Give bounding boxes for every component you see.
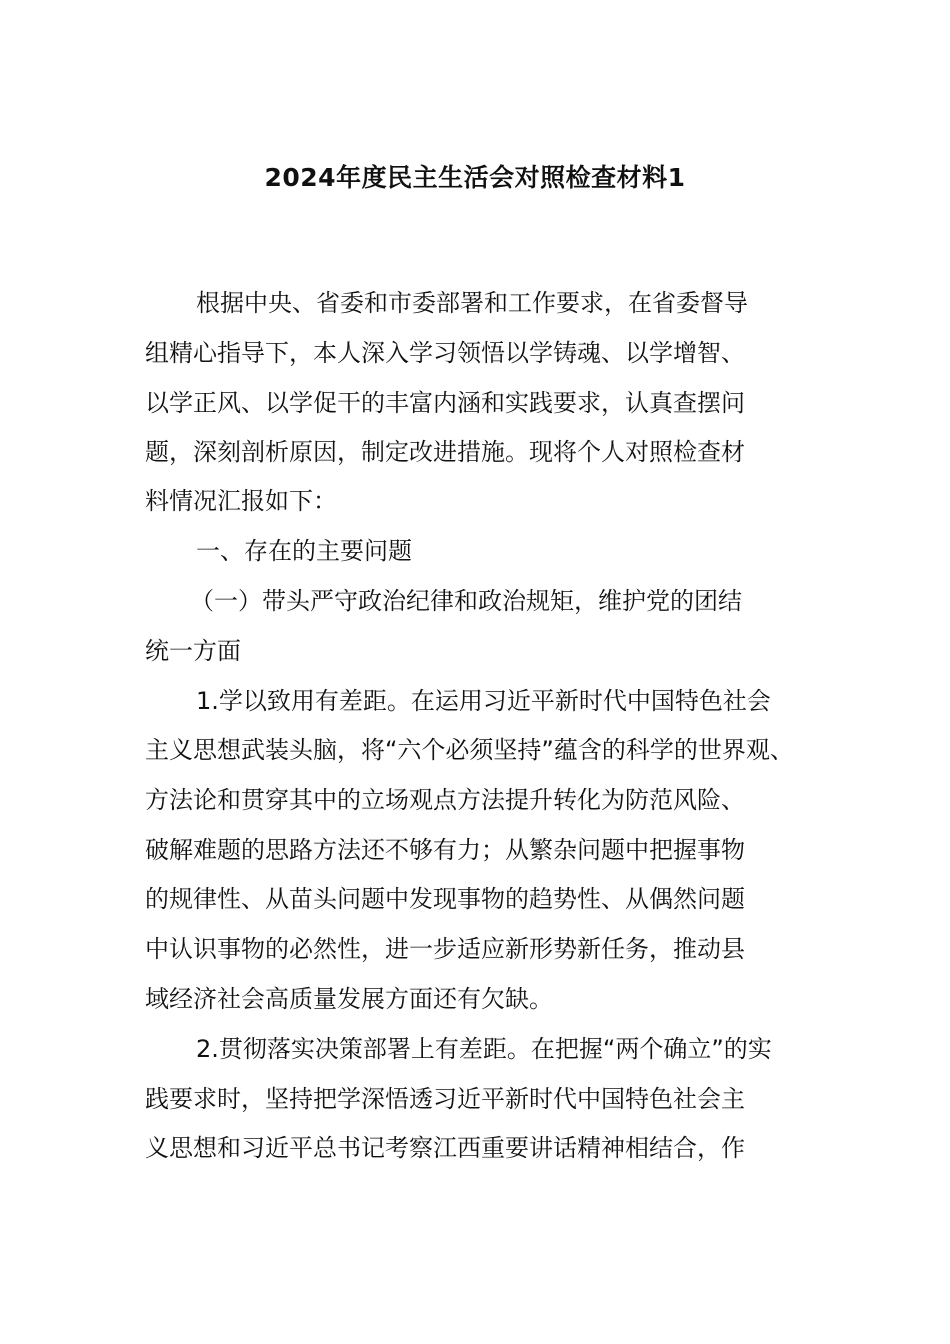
paragraph-line: 破解难题的思路方法还不够有力；从繁杂问题中把握事物 bbox=[145, 836, 745, 864]
paragraph-line: 主义思想武装头脑，将“六个必须坚持”蕴含的科学的世界观、 bbox=[145, 736, 794, 764]
paragraph-line: 中认识事物的必然性，进一步适应新形势新任务，推动县 bbox=[145, 935, 745, 963]
paragraph-line: 题，深刻剖析原因，制定改进措施。现将个人对照检查材 bbox=[145, 438, 745, 466]
paragraph-line: 方法论和贯穿其中的立场观点方法提升转化为防范风险、 bbox=[145, 786, 745, 814]
paragraph-line: 义思想和习近平总书记考察江西重要讲话精神相结合，作 bbox=[145, 1134, 745, 1162]
paragraph-line: 1.学以致用有差距。在运用习近平新时代中国特色社会 bbox=[196, 687, 771, 715]
section-heading: 一、存在的主要问题 bbox=[196, 537, 412, 565]
document-title: 2024年度民主生活会对照检查材料1 bbox=[264, 163, 686, 192]
paragraph-line: 根据中央、省委和市委部署和工作要求，在省委督导 bbox=[196, 289, 748, 317]
subsection-heading: （一）带头严守政治纪律和政治规矩，维护党的团结 bbox=[190, 587, 742, 615]
paragraph-line: 料情况汇报如下： bbox=[145, 487, 337, 515]
subsection-heading: 统一方面 bbox=[145, 637, 241, 665]
paragraph-line: 以学正风、以学促干的丰富内涵和实践要求，认真查摆问 bbox=[145, 389, 745, 417]
paragraph-line: 的规律性、从苗头问题中发现事物的趋势性、从偶然问题 bbox=[145, 885, 745, 913]
paragraph-line: 组精心指导下，本人深入学习领悟以学铸魂、以学增智、 bbox=[145, 339, 745, 367]
paragraph-line: 践要求时，坚持把学深悟透习近平新时代中国特色社会主 bbox=[145, 1085, 745, 1113]
paragraph-line: 2.贯彻落实决策部署上有差距。在把握“两个确立”的实 bbox=[196, 1035, 772, 1063]
paragraph-line: 域经济社会高质量发展方面还有欠缺。 bbox=[145, 985, 553, 1013]
